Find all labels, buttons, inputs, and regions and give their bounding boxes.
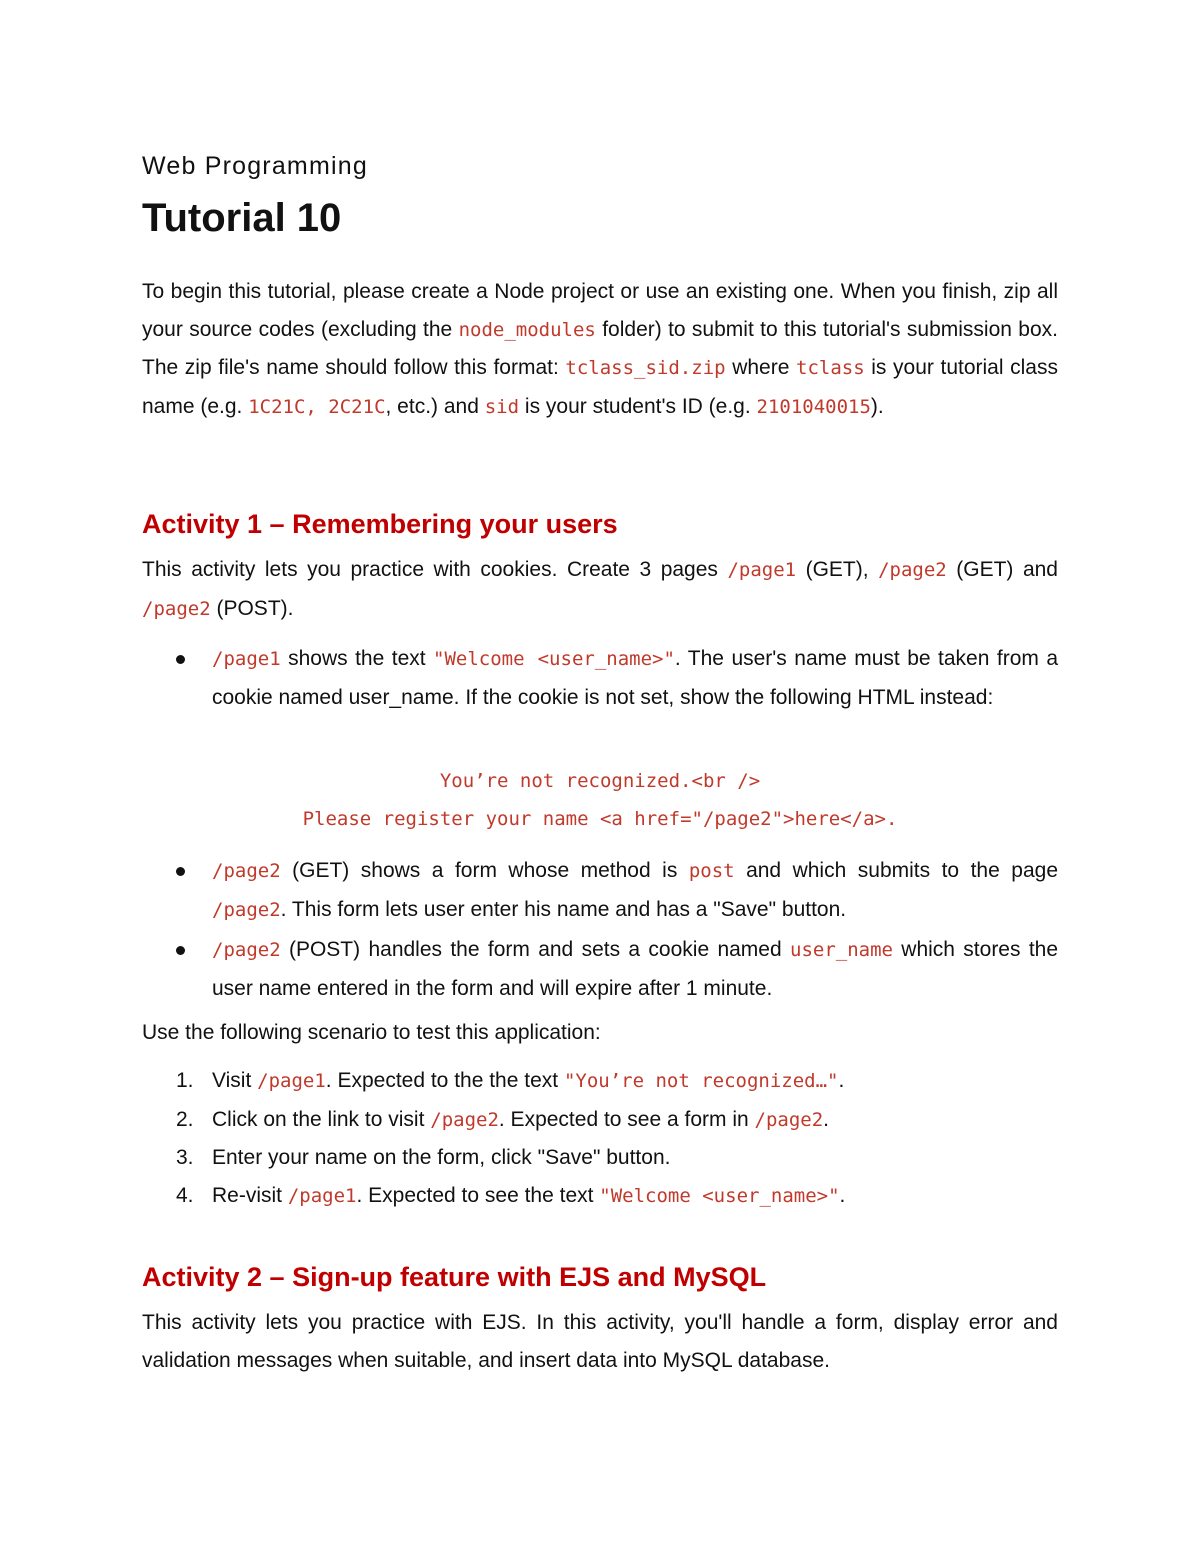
bullet-icon [176, 655, 185, 664]
inline-code: tclass [796, 357, 865, 379]
activity1-bullet-list-b [142, 852, 1058, 1009]
list-item: /page2 (POST) handles the form and sets a cookie named user_name which stores the user name entered in the form and will expire after 1 minute. [142, 931, 1058, 1007]
bullet-icon [176, 946, 185, 955]
inline-code: 2101040015 [756, 395, 871, 418]
list-item: 4. Re-visit /page1. Expected to see the text "Welcome <user_name>". [176, 1183, 846, 1207]
activity2-intro: This activity lets you practice with EJS. In this activity, you'll handle a form, display error and validation messages when suitable, and insert data into MySQL database. [142, 1311, 1058, 1372]
scenario-intro: Use the following scenario to test this application: [142, 1021, 601, 1044]
course-subtitle: Web Programming [142, 152, 368, 180]
code-line: You’re not recognized.<br /> [439, 770, 761, 792]
inline-code: /page2 [142, 597, 211, 620]
activity2-heading: Activity 2 – Sign-up feature with EJS and MySQL [142, 1262, 767, 1292]
page-title: Tutorial 10 [142, 196, 342, 240]
inline-code: sid [484, 395, 520, 418]
scenario-steps [142, 1062, 1058, 1215]
activity1-heading: Activity 1 – Remembering your users [142, 509, 618, 539]
inline-code: /page2 [878, 559, 947, 581]
activity1-intro: This activity lets you practice with cookies. Create 3 pages /page1 (GET), /page2 (GET) and /page2 (POST). [142, 558, 1058, 620]
list-item: 2. Click on the link to visit /page2. Expected to see a form in /page2. [176, 1107, 830, 1131]
list-item: 3. Enter your name on the form, click "Save" button. [176, 1146, 671, 1169]
activity1-bullet-list-a [142, 640, 1058, 718]
list-item: 1. Visit /page1. Expected to the the text "You’re not recognized…". [176, 1069, 845, 1092]
code-line: Please register your name <a href="/page2">here</a>. [302, 808, 898, 830]
list-item: /page1 shows the text "Welcome <user_name>". The user's name must be taken from a cookie named user_name. If the cookie is not set, show the following HTML instead: [142, 640, 1058, 716]
intro-paragraph: To begin this tutorial, please create a Node project or use an existing one. When you finish, zip all your source codes (excluding the node_modules folder) to submit to this tutorial's submission box. The zip file's name should follow this format: tclass_sid.zip where tclass is your tutorial class name (e.g. 1C21C, 2C21C, etc.) and sid is your student's ID (e.g. 2101040015). [142, 280, 1058, 418]
bullet-icon [176, 867, 185, 876]
list-item: /page2 (GET) shows a form whose method is post and which submits to the page /page2. This form lets user enter his name and has a "Save" button. [142, 852, 1058, 929]
inline-code: /page1 [727, 559, 797, 581]
inline-code: tclass_sid.zip [565, 357, 726, 379]
inline-code: 1C21C, 2C21C [248, 395, 386, 418]
inline-code: node_modules [458, 318, 596, 341]
